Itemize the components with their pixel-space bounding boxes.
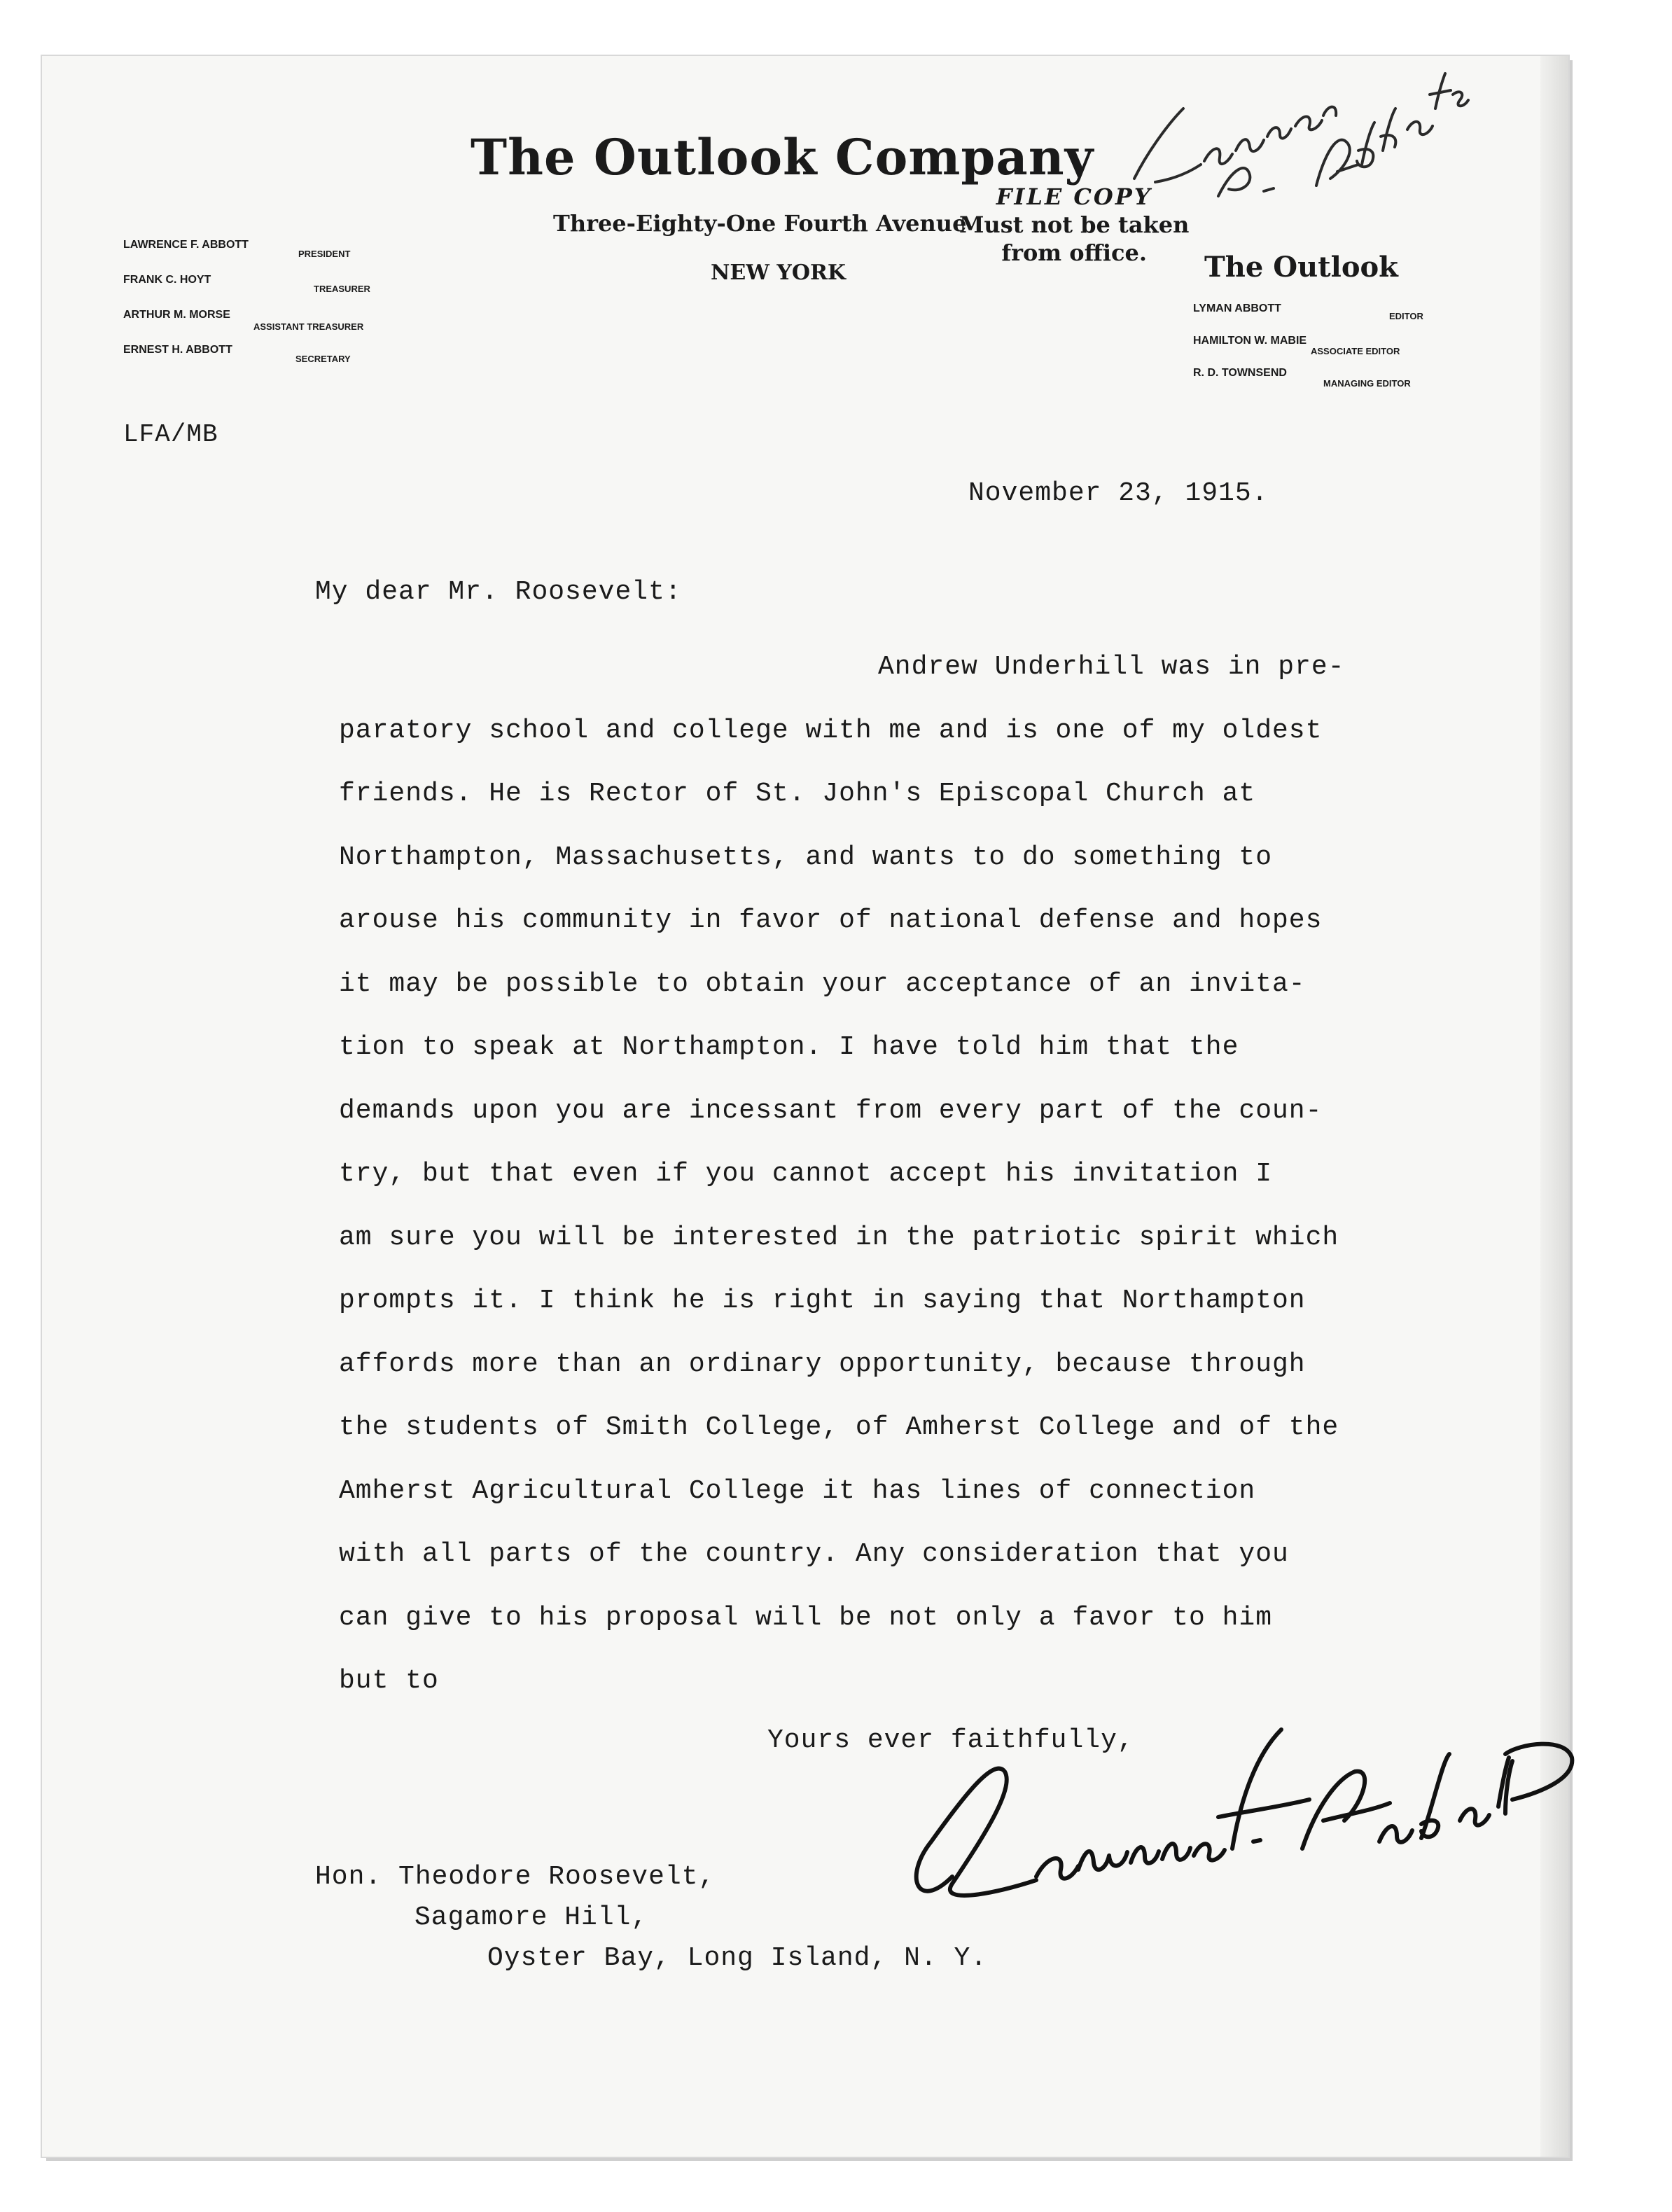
company-address: Three-Eighty-One Fourth Avenue bbox=[553, 210, 967, 237]
editor-name: HAMILTON W. MABIE bbox=[1193, 335, 1307, 347]
editor-name: R. D. TOWNSEND bbox=[1193, 367, 1287, 379]
officer-title: SECRETARY bbox=[295, 354, 351, 364]
recipient-address bbox=[315, 1857, 987, 1979]
recipient-town: Oyster Bay, Long Island, N. Y. bbox=[487, 1943, 988, 1973]
editors-list bbox=[1193, 302, 1473, 399]
editor-name: LYMAN ABBOTT bbox=[1193, 302, 1281, 314]
recipient-name: Hon. Theodore Roosevelt, bbox=[315, 1862, 716, 1892]
stamp-line-2: Must not be taken bbox=[959, 211, 1190, 238]
officer-name: ERNEST H. ABBOTT bbox=[123, 344, 232, 356]
stamp-line-1: FILE COPY bbox=[996, 183, 1152, 210]
body-line: am sure you will be interested in the patriotic spirit which bbox=[339, 1222, 1339, 1253]
body-line: demands upon you are incessant from every part of the coun- bbox=[339, 1095, 1323, 1126]
officer-title: PRESIDENT bbox=[298, 249, 351, 259]
letter-body bbox=[339, 636, 1345, 1713]
body-line: arouse his community in favor of national defense and hopes bbox=[339, 905, 1323, 935]
body-line: it may be possible to obtain your acceptance of an invita- bbox=[339, 968, 1306, 999]
salutation: My dear Mr. Roosevelt: bbox=[315, 577, 682, 607]
closing: Yours ever faithfully, bbox=[767, 1725, 1134, 1755]
body-line: friends. He is Rector of St. John's Episcopal Church at bbox=[339, 779, 1256, 809]
editor-managing bbox=[1193, 367, 1473, 399]
officer-title: ASSISTANT TREASURER bbox=[253, 321, 364, 332]
body-line: tion to speak at Northampton. I have told him that the bbox=[339, 1032, 1239, 1062]
body-line: can give to his proposal will be not only a favor to him bbox=[339, 1602, 1273, 1633]
officer-name: FRANK C. HOYT bbox=[123, 274, 211, 286]
body-line: try, but that even if you cannot accept his invitation I bbox=[339, 1159, 1273, 1189]
body-line: but to bbox=[339, 1666, 439, 1696]
recipient-estate: Sagamore Hill, bbox=[414, 1903, 648, 1933]
officer-name: ARTHUR M. MORSE bbox=[123, 309, 230, 321]
handwritten-signature bbox=[889, 1702, 1582, 1926]
body-line: Andrew Underhill was in pre- bbox=[878, 652, 1345, 682]
body-line: with all parts of the country. Any consideration that you bbox=[339, 1539, 1289, 1569]
handwritten-name-annotation bbox=[1106, 67, 1470, 207]
body-line: paratory school and college with me and is one of my oldest bbox=[339, 715, 1323, 746]
body-line: Amherst Agricultural College it has lines of connection bbox=[339, 1475, 1256, 1506]
officer-title: TREASURER bbox=[314, 284, 370, 294]
editor-title: ASSOCIATE EDITOR bbox=[1311, 346, 1400, 356]
reference-initials: LFA/MB bbox=[123, 420, 218, 449]
officer-name: LAWRENCE F. ABBOTT bbox=[123, 239, 249, 251]
editor-title: MANAGING EDITOR bbox=[1323, 378, 1411, 389]
body-line: prompts it. I think he is right in saying that Northampton bbox=[339, 1286, 1306, 1316]
company-name: The Outlook Company bbox=[471, 128, 1094, 186]
letter-date: November 23, 1915. bbox=[968, 478, 1269, 508]
body-line: affords more than an ordinary opportunity, because through bbox=[339, 1349, 1306, 1379]
editor-associate bbox=[1193, 335, 1473, 367]
editor-chief bbox=[1193, 302, 1473, 335]
stamp-line-3: from office. bbox=[1001, 239, 1148, 266]
editor-title: EDITOR bbox=[1389, 311, 1423, 321]
publication-name: The Outlook bbox=[1204, 251, 1398, 284]
body-line: the students of Smith College, of Amherst College and of the bbox=[339, 1412, 1339, 1442]
company-city: NEW YORK bbox=[711, 260, 846, 285]
body-line: Northampton, Massachusetts, and wants to do something to bbox=[339, 842, 1273, 872]
